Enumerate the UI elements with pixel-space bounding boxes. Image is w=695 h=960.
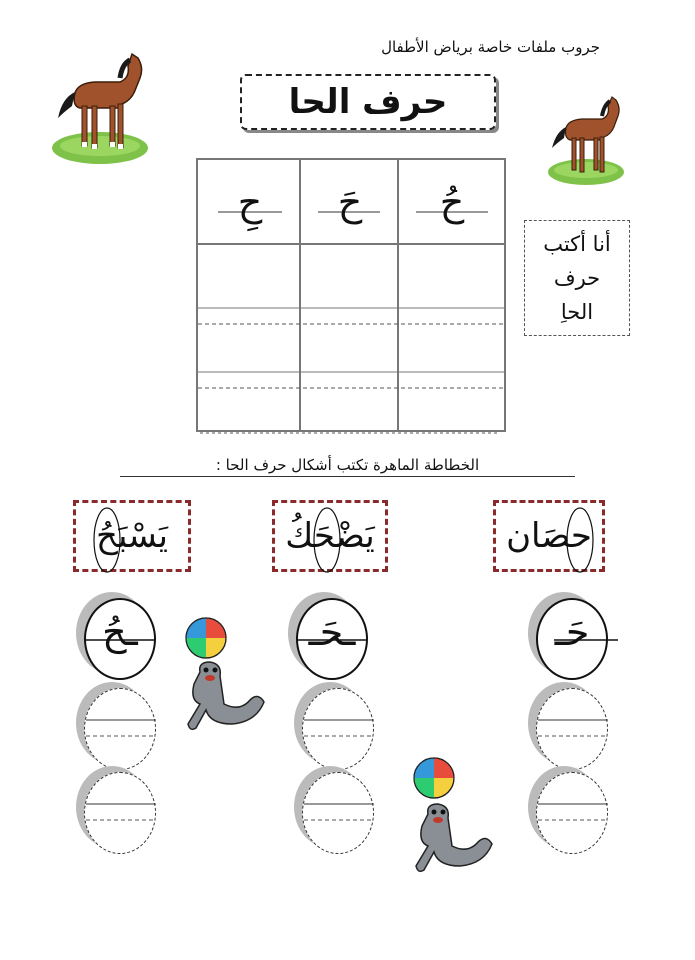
side-note-line-2: حرف xyxy=(553,266,601,290)
letter-form-medial: ـحَـ xyxy=(308,610,356,654)
side-note-line-1: أنا أكتب xyxy=(543,232,611,256)
letter-highlight-oval xyxy=(312,505,342,575)
letter-writing-grid xyxy=(196,158,506,432)
dotted-separator xyxy=(200,430,500,436)
worksheet-header: جروب ملفات خاصة برياض الأطفال xyxy=(381,38,600,56)
grid-letter-fatha: حَ xyxy=(337,180,363,224)
letter-form-final: ـحُ xyxy=(102,610,138,654)
horse-image-left xyxy=(50,48,150,168)
word-yasbah: يَسْبَحُ xyxy=(96,516,169,556)
circle-guide-lines xyxy=(70,590,630,870)
seal-with-ball-image xyxy=(406,752,502,896)
instruction-text: الخطاطة الماهرة تكتب أشكال حرف الحا : xyxy=(120,456,575,477)
letter-highlight-oval xyxy=(565,505,595,575)
side-note-line-3: الحاِ xyxy=(560,300,594,324)
word-hisan: حصَان xyxy=(506,516,592,556)
grid-letter-kasra: حِ xyxy=(237,180,263,224)
title-text: حرف الحا xyxy=(288,82,448,122)
horse-image-right xyxy=(546,92,626,188)
side-note-box xyxy=(524,220,630,336)
worksheet-title xyxy=(240,74,496,130)
letter-highlight-oval xyxy=(92,505,122,575)
grid-letter-damma: حُ xyxy=(439,180,465,224)
word-box-yasbah xyxy=(73,500,191,572)
seal-with-ball-image xyxy=(180,612,270,754)
word-yadhak: يَضْحَكُ xyxy=(285,516,375,556)
letter-form-initial: حَـ xyxy=(554,610,590,654)
